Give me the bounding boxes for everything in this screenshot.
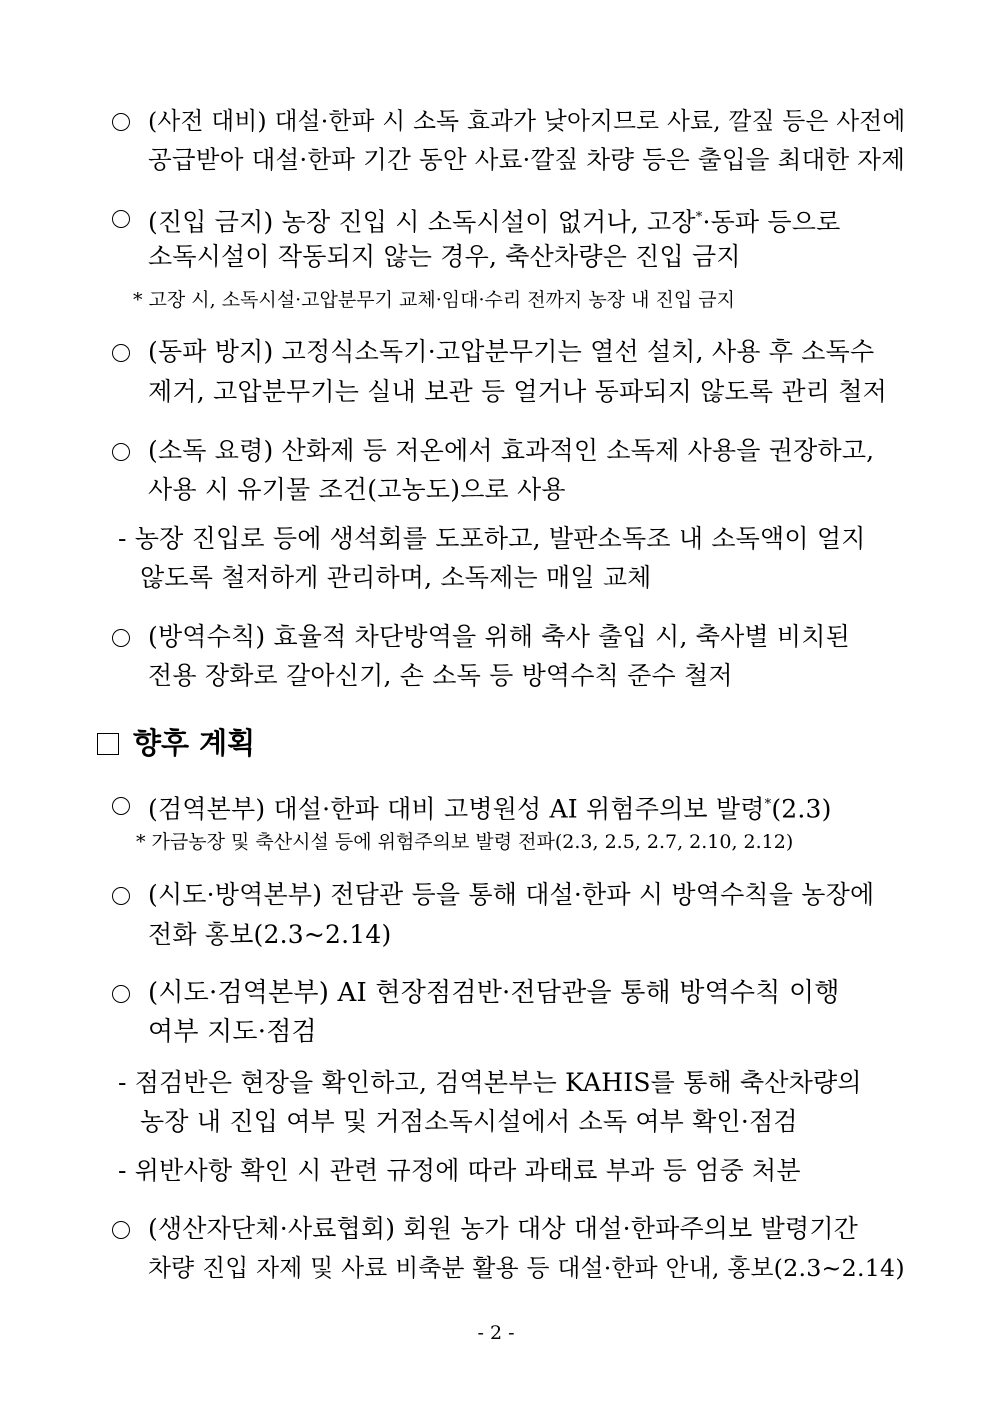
plan-4-line-1: (생산자단체·사료협회) 회원 농가 대상 대설·한파주의보 발령기간: [148, 1214, 859, 1243]
item-2-line-1-text: (진입 금지) 농장 진입 시 소독시설이 없거나, 고장: [148, 207, 696, 237]
square-bullet-icon: [97, 733, 119, 755]
plan-2-line-1: (시도·방역본부) 전담관 등을 통해 대설·한파 시 방역수칙을 농장에: [148, 880, 875, 909]
footnote-marker: *: [695, 210, 703, 225]
item-2-line-2: 소독시설이 작동되지 않는 경우, 축산차량은 진입 금지: [148, 242, 741, 271]
plan-3-sub-line-2: 농장 내 진입 여부 및 거점소독시설에서 소독 여부 확인·점검: [140, 1107, 798, 1136]
item-4-sub-line-2: 않도록 철저하게 관리하며, 소독제는 매일 교체: [140, 563, 652, 592]
item-4-sub-line-1: - 농장 진입로 등에 생석회를 도포하고, 발판소독조 내 소독액이 얼지: [118, 524, 866, 553]
item-2-line-1-text-end: ·동파 등으로: [702, 207, 841, 237]
plan-3-sub-line-1: - 점검반은 현장을 확인하고, 검역본부는 KAHIS를 통해 축산차량의: [118, 1068, 862, 1097]
footnote-marker: *: [764, 797, 772, 812]
plan-4-line-2: 차량 진입 자제 및 사료 비축분 활용 등 대설·한파 안내, 홍보(2.3~2.14): [148, 1254, 905, 1282]
section-title: 향후 계획: [133, 726, 256, 760]
plan-1-footnote: * 가금농장 및 축산시설 등에 위험주의보 발령 전파(2.3, 2.5, 2.7, 2.10, 2.12): [136, 831, 794, 853]
circle-bullet-icon: [112, 985, 130, 1003]
plan-1-line-1: [148, 790, 832, 824]
item-1-line-1: (사전 대비) 대설·한파 시 소독 효과가 낮아지므로 사료, 깔짚 등은 사전에: [148, 107, 906, 135]
item-3-line-1: (동파 방지) 고정식소독기·고압분무기는 열선 설치, 사용 후 소독수: [148, 337, 875, 366]
plan-1-date: (2.3): [771, 794, 832, 824]
circle-bullet-icon: [112, 887, 130, 905]
circle-bullet-icon: [112, 344, 130, 362]
item-4-line-1: (소독 요령) 산화제 등 저온에서 효과적인 소독제 사용을 권장하고,: [148, 436, 875, 465]
item-2-footnote: * 고장 시, 소독시설·고압분무기 교체·임대·수리 전까지 농장 내 진입 금지: [133, 289, 735, 311]
circle-bullet-icon: [112, 210, 130, 228]
circle-bullet-icon: [112, 113, 130, 131]
plan-2-line-2: 전화 홍보(2.3~2.14): [148, 920, 392, 949]
circle-bullet-icon: [112, 797, 130, 815]
page-number: - 2 -: [477, 1322, 515, 1344]
item-5-line-1: (방역수칙) 효율적 차단방역을 위해 축사 출입 시, 축사별 비치된: [148, 622, 850, 651]
item-4-line-2: 사용 시 유기물 조건(고농도)으로 사용: [148, 475, 566, 504]
item-3-line-2: 제거, 고압분무기는 실내 보관 등 얼거나 동파되지 않도록 관리 철저: [148, 377, 887, 406]
plan-1-line-1-text: (검역본부) 대설·한파 대비 고병원성 AI 위험주의보 발령: [148, 794, 765, 824]
circle-bullet-icon: [112, 1221, 130, 1239]
item-1-line-2: 공급받아 대설·한파 기간 동안 사료·깔짚 차량 등은 출입을 최대한 자제: [148, 145, 906, 174]
circle-bullet-icon: [112, 629, 130, 647]
plan-3-line-1: (시도·검역본부) AI 현장점검반·전담관을 통해 방역수칙 이행: [148, 978, 840, 1008]
plan-3-sub-line-3: - 위반사항 확인 시 관련 규정에 따라 과태료 부과 등 엄중 처분: [118, 1156, 801, 1185]
item-2-line-1: [148, 203, 840, 237]
plan-3-line-2: 여부 지도·점검: [148, 1017, 317, 1047]
item-5-line-2: 전용 장화로 갈아신기, 손 소독 등 방역수칙 준수 철저: [148, 661, 733, 690]
circle-bullet-icon: [112, 443, 130, 461]
